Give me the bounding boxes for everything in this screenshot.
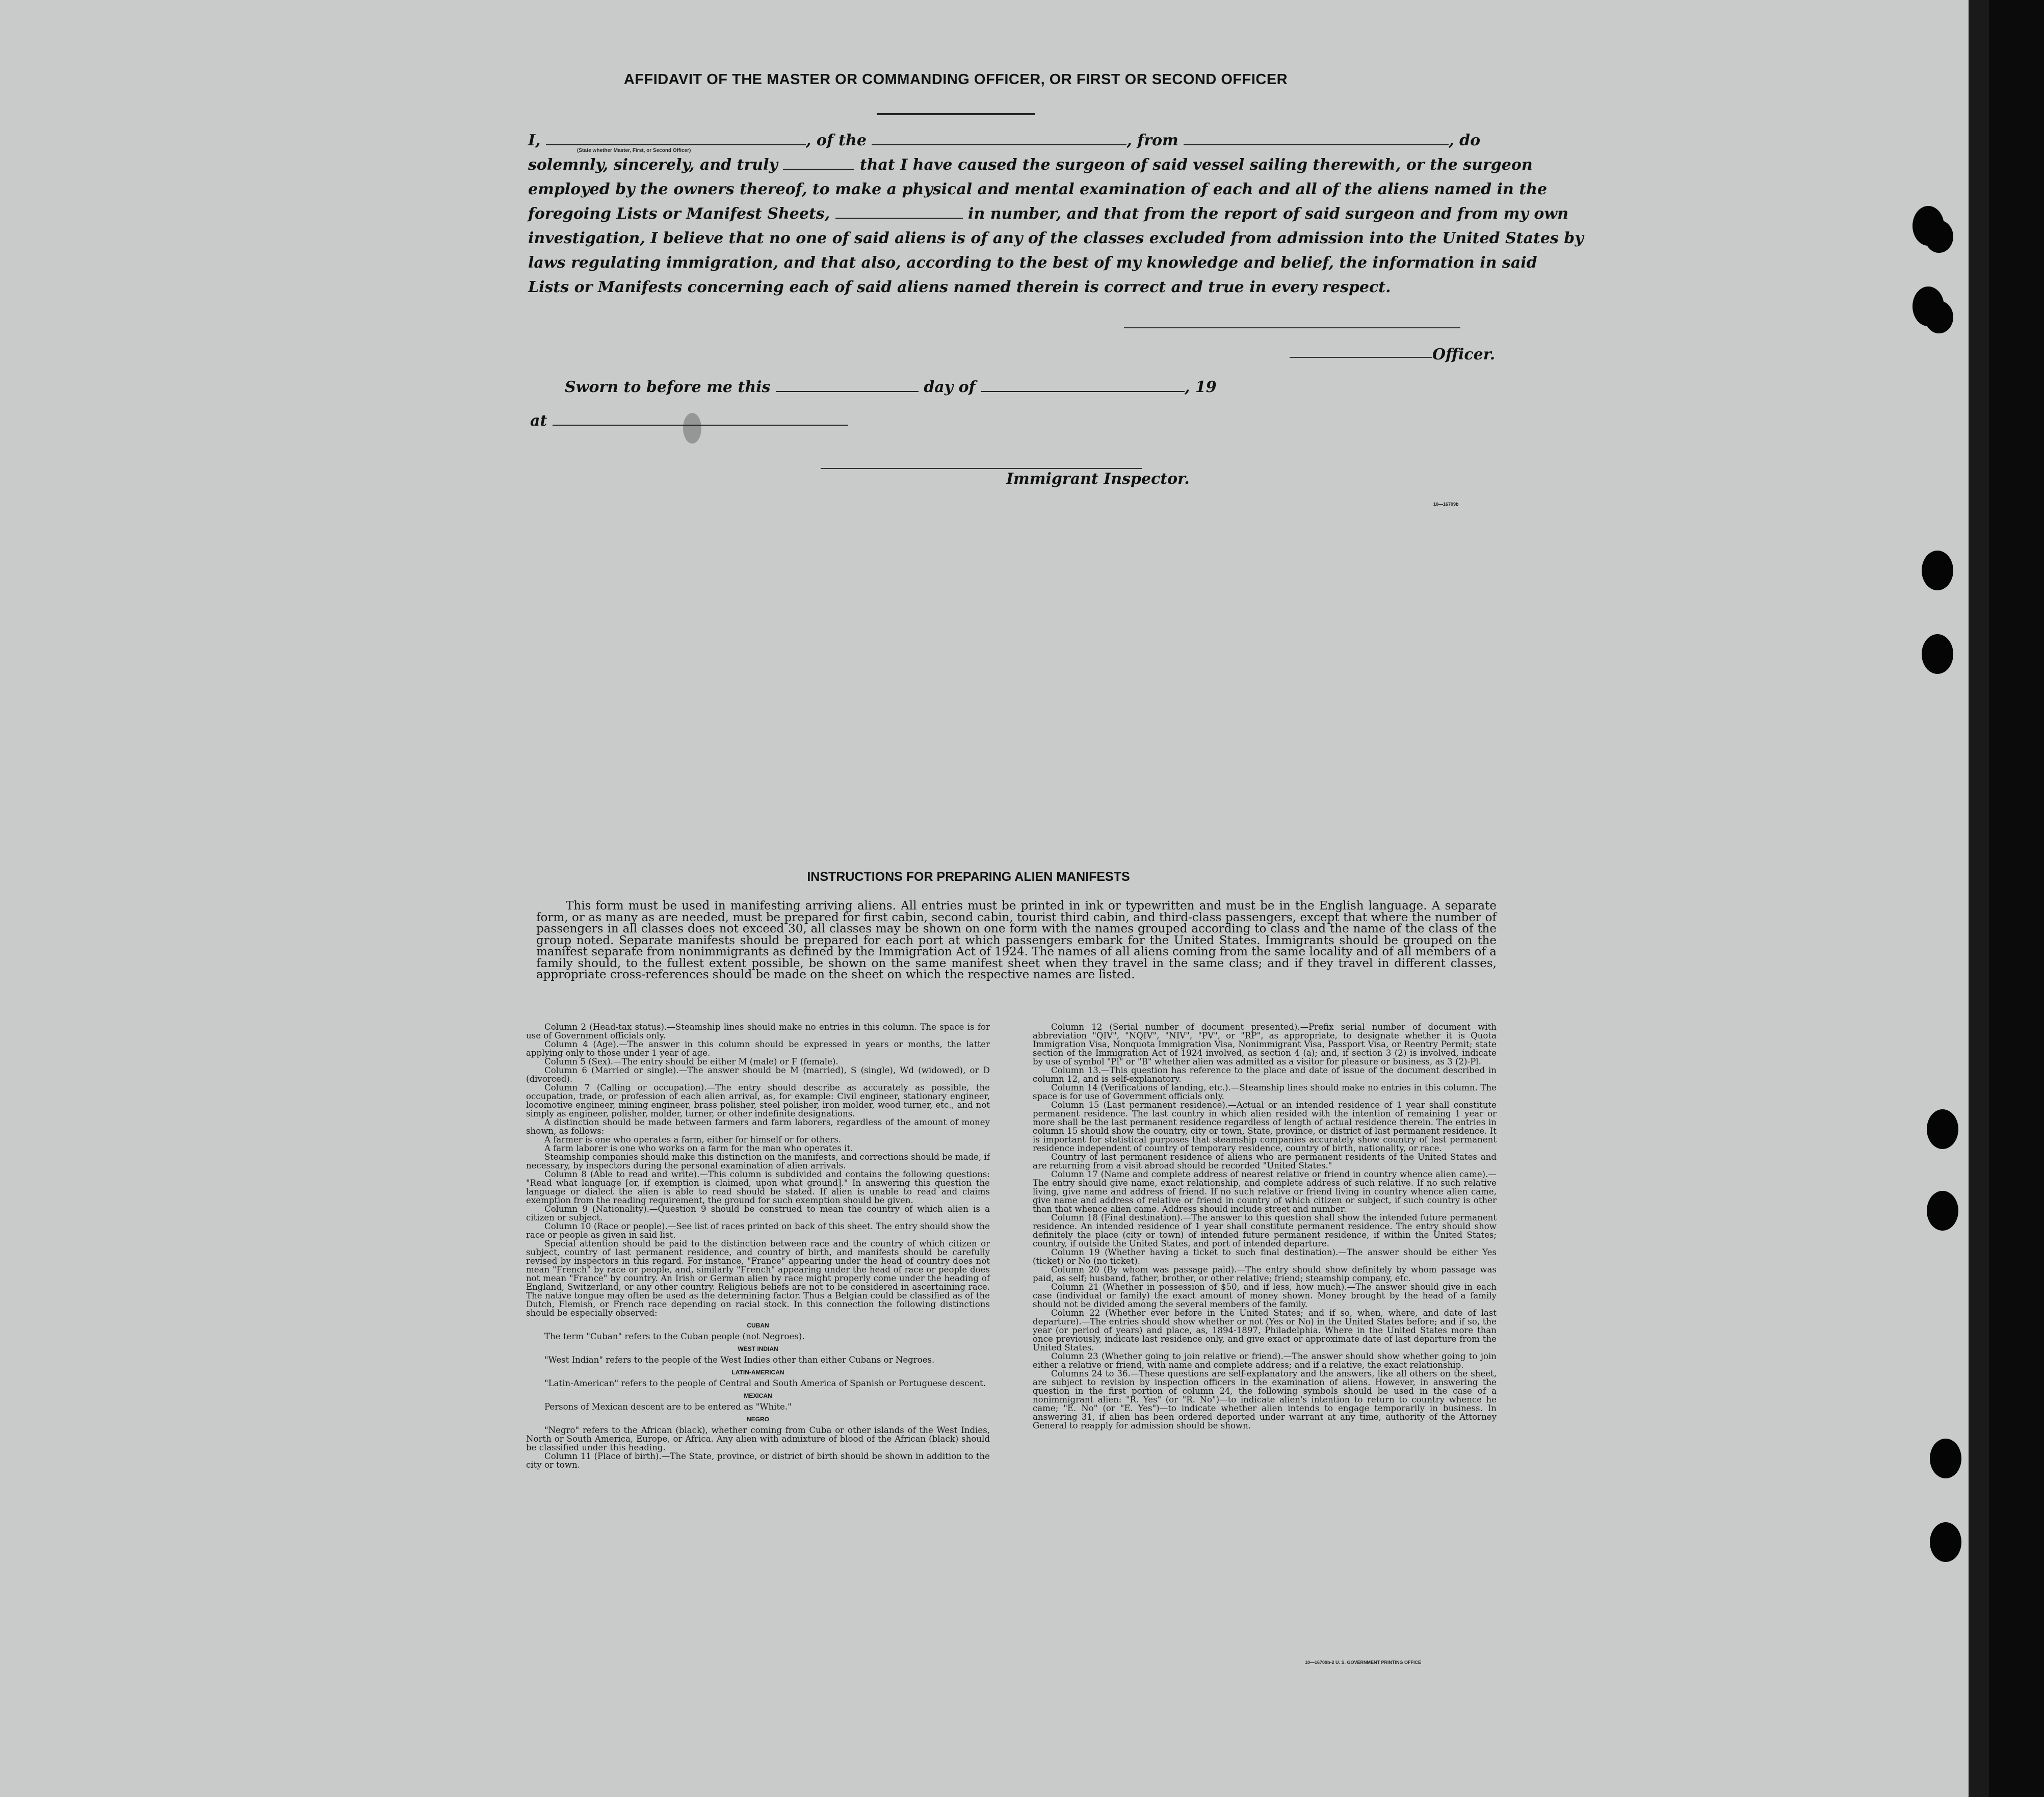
instruction-paragraph: A farmer is one who operates a farm, either for himself or for others. xyxy=(544,1135,842,1144)
instruction-paragraph: Column 22 (Whether ever before in the United States; and if so, when, where, and date of last departure).—The entries should show whether or not (Yes or No) in the United States before; and if so, the year (or period of years) and place, as, 1894-1897, Philadelphia. Where in the United States more than once previously, indicate last residence only, and give exact or approximate date of last departure from the United States. xyxy=(1033,1308,1497,1352)
affidavit-line-3: employed by the owners thereof, to make a physical and mental examination of each and all of the aliens named in the xyxy=(528,180,1548,198)
instruction-paragraph: Column 14 (Verifications of landing, etc.).—Steamship lines should make no entries in this column. The space is for use of Government officials only. xyxy=(1033,1083,1497,1101)
punch-hole xyxy=(1912,287,1944,326)
instruction-paragraph: Column 2 (Head-tax status).—Steamship lines should make no entries in this column. The space is for use of Government officials only. xyxy=(526,1022,990,1040)
instruction-paragraph: Column 6 (Married or single).—The answer should be M (married), S (single), Wd (widowed), or D (divorced). xyxy=(526,1065,990,1084)
sworn-month-blank[interactable] xyxy=(981,380,1185,392)
instruction-paragraph: Column 17 (Name and complete address of nearest relative or friend in country whence alien came).—The entry should give name, exact relationship, and complete address of such relative. If no such relative living, give name and address of friend. If no such relative or friend living in country whence alien came, give name and address of relative or friend in country of which citizen or subject, if such country is other than that whence alien came. Address should include street and number. xyxy=(1033,1169,1497,1214)
punch-hole xyxy=(1930,1522,1961,1562)
punch-hole xyxy=(1922,551,1953,590)
instruction-paragraph: Column 7 (Calling or occupation).—The entry should describe as accurately as possible, the occupation, trade, or profession of each alien arrival, as, for example: Civil engineer, stationary engineer, locomotive engineer, mining engineer, brass polisher, steel polisher, iron molder, wood turner, etc., and not simply as engineer, polisher, molder, turner, or other indefinite designations. xyxy=(526,1083,990,1118)
punch-hole xyxy=(1927,1109,1958,1149)
instructions-right-column xyxy=(1033,1023,1497,1430)
affidavit-line-1: I, , of the , from , do xyxy=(528,132,1481,149)
vessel-name-blank[interactable] xyxy=(872,133,1126,145)
instruction-paragraph: Steamship companies should make this distinction on the manifests, and corrections should be made, if necessary, by inspectors during the personal examination of alien arrivals. xyxy=(526,1152,990,1170)
instruction-paragraph: Column 4 (Age).—The answer in this column should be expressed in years or months, the latter applying only to those under 1 year of age. xyxy=(526,1039,990,1058)
officer-rank-note: (State whether Master, First, or Second Officer) xyxy=(577,148,691,153)
affidavit-line-7: Lists or Manifests concerning each of said aliens named therein is correct and true in every respect. xyxy=(528,278,1391,296)
instructions-title: INSTRUCTIONS FOR PREPARING ALIEN MANIFESTS xyxy=(807,870,1130,884)
instruction-paragraph: Column 13.—This question has reference to the place and date of issue of the document described in column 12, and is self-explanatory. xyxy=(1033,1065,1497,1084)
instruction-paragraph: Column 15 (Last permanent residence).—Actual or an intended residence of 1 year shall constitute permanent residence. The last country in which alien resided with the intention of remaining 1 year or more shall be the last permanent residence regardless of length of actual residence therein. The entries in column 15 should show the country, city or town, State, province, or district of last permanent residence. It is important for statistical purposes that steamship companies accurately show country of last permanent residence independent of country of temporary residence, country of birth, nationality, or race. xyxy=(1033,1100,1497,1153)
instruction-paragraph: Column 20 (By whom was passage paid).—The entry should show definitely by whom passage was paid, as self; husband, father, brother, or other relative; friend; steamship company, etc. xyxy=(1033,1265,1497,1283)
officer-signature-line[interactable] xyxy=(1290,357,1432,358)
sworn-place-blank[interactable] xyxy=(553,413,848,426)
officer-rank-blank[interactable] xyxy=(546,133,806,145)
sworn-line: Sworn to before me this day of , 19 xyxy=(565,378,1217,396)
affidavit-form-code: 10—16709b xyxy=(1433,502,1459,507)
affidavit-line-6: laws regulating immigration, and that also, according to the best of my knowledge and belief, the information in said xyxy=(528,254,1537,272)
affidavit-line-4: foregoing Lists or Manifest Sheets, in number, and that from the report of said surgeon and from my own xyxy=(528,205,1569,223)
inspector-label: Immigrant Inspector. xyxy=(1006,470,1190,488)
sworn-place-line: at xyxy=(530,412,848,430)
affidavit-heading: AFFIDAVIT OF THE MASTER OR COMMANDING OFFICER, OR FIRST OR SECOND OFFICER xyxy=(623,71,1288,88)
punch-hole xyxy=(1930,1439,1961,1478)
instruction-paragraph: A distinction should be made between farmers and farm laborers, regardless of the amount of money shown, as follows: xyxy=(526,1117,990,1136)
signature-line[interactable] xyxy=(1124,327,1460,328)
race-heading: CUBAN xyxy=(747,1322,769,1329)
instruction-paragraph: Column 11 (Place of birth).—The State, province, or district of birth should be shown in addition to the city or town. xyxy=(526,1451,990,1470)
race-definition: The term "Cuban" refers to the Cuban people (not Negroes). xyxy=(544,1332,805,1341)
instruction-paragraph: Column 18 (Final destination).—The answer to this question shall show the intended future permanent residence. An intended residence of 1 year shall constitute permanent residence. The entry should show definitely the place (city or town) of intended future permanent residence, if within the United States; country, if outside the United States, and port of intended departure. xyxy=(1033,1213,1497,1248)
race-definition: Persons of Mexican descent are to be entered as "White." xyxy=(544,1402,792,1412)
departure-port-blank[interactable] xyxy=(1184,133,1449,145)
instructions-intro: This form must be used in manifesting arriving aliens. All entries must be printed in ink or typewritten and must be in the English language. A separate form, or as many as are needed, must be prepared for first cabin, second cabin, tourist third cabin, and third-class passengers, except that where the number of passengers in all classes does not exceed 30, all classes may be shown on one form with the names grouped according to class and the name of the class of the group noted. Separate manifests should be prepared for each port at which passengers embark for the United States. Immigrants should be grouped on the manifest separate from nonimmigrants as defined by the Immigration Act of 1924. The names of all aliens coming from the same locality and of all members of a family should, to the fullest extent possible, be shown on the same manifest sheet when they travel in the same class; and if they travel in different classes, appropriate cross-references should be made on the sheet on which the respective names are listed. xyxy=(536,899,1497,981)
race-definition: "West Indian" refers to the people of the West Indies other than either Cubans or Negroes. xyxy=(544,1355,935,1365)
sheet-count-blank[interactable] xyxy=(835,206,963,219)
instruction-paragraph: Columns 24 to 36.—These questions are self-explanatory and the answers, like all others on the sheet, are subject to revision by inspection officers in the examination of aliens. However, in answering the question in the first portion of column 24, the following symbols should be used in the case of a nonimmigrant alien: "R. Yes" (or "R. No")—to indicate alien's intention to return to country whence he came; "E. No" (or "E. Yes")—to indicate whether alien intends to engage temporarily in business. In answering 31, if alien has been ordered deported under warrant at any time, authority of the Attorney General to reapply for admission should be shown. xyxy=(1033,1369,1497,1430)
affidavit-line-2: solemnly, sincerely, and truly that I have caused the surgeon of said vessel sailing therewith, or the surgeon xyxy=(528,156,1533,174)
instruction-paragraph: Column 12 (Serial number of document presented).—Prefix serial number of document with abbreviation "QIV", "NQIV", "NIV", "PV", or "RP", as appropriate, to designate whether it is Quota Immigration Visa, Nonquota Immigration Visa, Nonimmigrant Visa, Passport Visa, or Reentry Permit; state section of the Immigration Act of 1924 involved, as section 4 (a); and, if section 3 (2) is involved, indicate by use of symbol "Pl" or "B" whether alien was admitted as a visitor for pleasure or business, as 3 (2)-Pl. xyxy=(1033,1022,1497,1066)
race-definition: "Latin-American" refers to the people of Central and South America of Spanish or Portuguese descent. xyxy=(544,1378,986,1388)
race-heading: WEST INDIAN xyxy=(738,1345,778,1352)
oath-type-blank[interactable] xyxy=(783,158,854,170)
footer-form-code: 10—16709b-2 U. S. GOVERNMENT PRINTING OFFICE xyxy=(1305,1660,1422,1665)
instruction-paragraph: Column 5 (Sex).—The entry should be either M (male) or F (female). xyxy=(544,1057,838,1066)
affidavit-line-5: investigation, I believe that no one of said aliens is of any of the classes excluded from admission into the United States by xyxy=(528,229,1584,247)
instruction-paragraph: Column 23 (Whether going to join relative or friend).—The answer should show whether going to join either a relative or friend, with name and complete address; and if a relative, the exact relationship. xyxy=(1033,1351,1497,1370)
page-edge xyxy=(1969,0,1989,1797)
punch-hole xyxy=(1912,206,1944,246)
race-definition: "Negro" refers to the African (black), whether coming from Cuba or other islands of the West Indies, North or South America, Europe, or Africa. Any alien with admixture of blood of the African (black) should be classified under this heading. xyxy=(526,1425,990,1452)
instruction-paragraph: Column 9 (Nationality).—Question 9 should be construed to mean the country of which alien is a citizen or subject. xyxy=(526,1204,990,1222)
officer-label: Officer. xyxy=(1432,346,1496,363)
instruction-paragraph: Column 8 (Able to read and write).—This column is subdivided and contains the following questions: "Read what language [or, if exemption is claimed, upon what ground]." In answering this question the language or dialect the alien is able to read should be stated. If alien is unable to read and claims exemption from the reading requirement, the ground for such exemption should be given. xyxy=(526,1169,990,1205)
instruction-paragraph: Country of last permanent residence of aliens who are permanent residents of the United States and are returning from a visit abroad should be recorded "United States." xyxy=(1033,1152,1497,1170)
inspector-signature-line[interactable] xyxy=(821,468,1142,469)
race-heading: MEXICAN xyxy=(744,1392,772,1399)
instructions-left-column xyxy=(526,1023,990,1469)
instruction-paragraph: Column 19 (Whether having a ticket to such final destination).—The answer should be either Yes (ticket) or No (no ticket). xyxy=(1033,1247,1497,1266)
punch-hole xyxy=(1922,634,1953,674)
instruction-paragraph: Column 21 (Whether in possession of $50, and if less, how much).—The answer should give in each case (individual or family) the exact amount of money shown. Money brought by the head of a family should not be divided among the several members of the family. xyxy=(1033,1282,1497,1309)
sworn-day-blank[interactable] xyxy=(776,380,919,392)
punch-hole xyxy=(1927,1191,1958,1231)
heading-underline xyxy=(877,113,1035,115)
instruction-paragraph: Column 10 (Race or people).—See list of races printed on back of this sheet. The entry should show the race or people as given in said list. xyxy=(526,1221,990,1240)
instruction-paragraph: A farm laborer is one who works on a farm for the man who operates it. xyxy=(544,1143,853,1153)
race-heading: LATIN-AMERICAN xyxy=(731,1369,784,1376)
race-heading: NEGRO xyxy=(746,1416,769,1423)
instruction-paragraph: Special attention should be paid to the distinction between race and the country of which citizen or subject, country of last permanent residence, and country of birth, and manifests should be carefully revised by inspectors in this regard. For instance, "France" appearing under the head of country does not mean "French" by race or people, and, similarly "French" appearing under the head of race or people does not mean "France" by country. An Irish or German alien by race might properly come under the heading of England, Switzerland, or any other country. Religious beliefs are not to be considered in ascertaining race. The native tongue may often be used as the determining factor. Thus a Belgian could be classified as of the Dutch, Flemish, or French race depending on racial stock. In this connection the following distinctions should be especially observed: xyxy=(526,1239,990,1318)
